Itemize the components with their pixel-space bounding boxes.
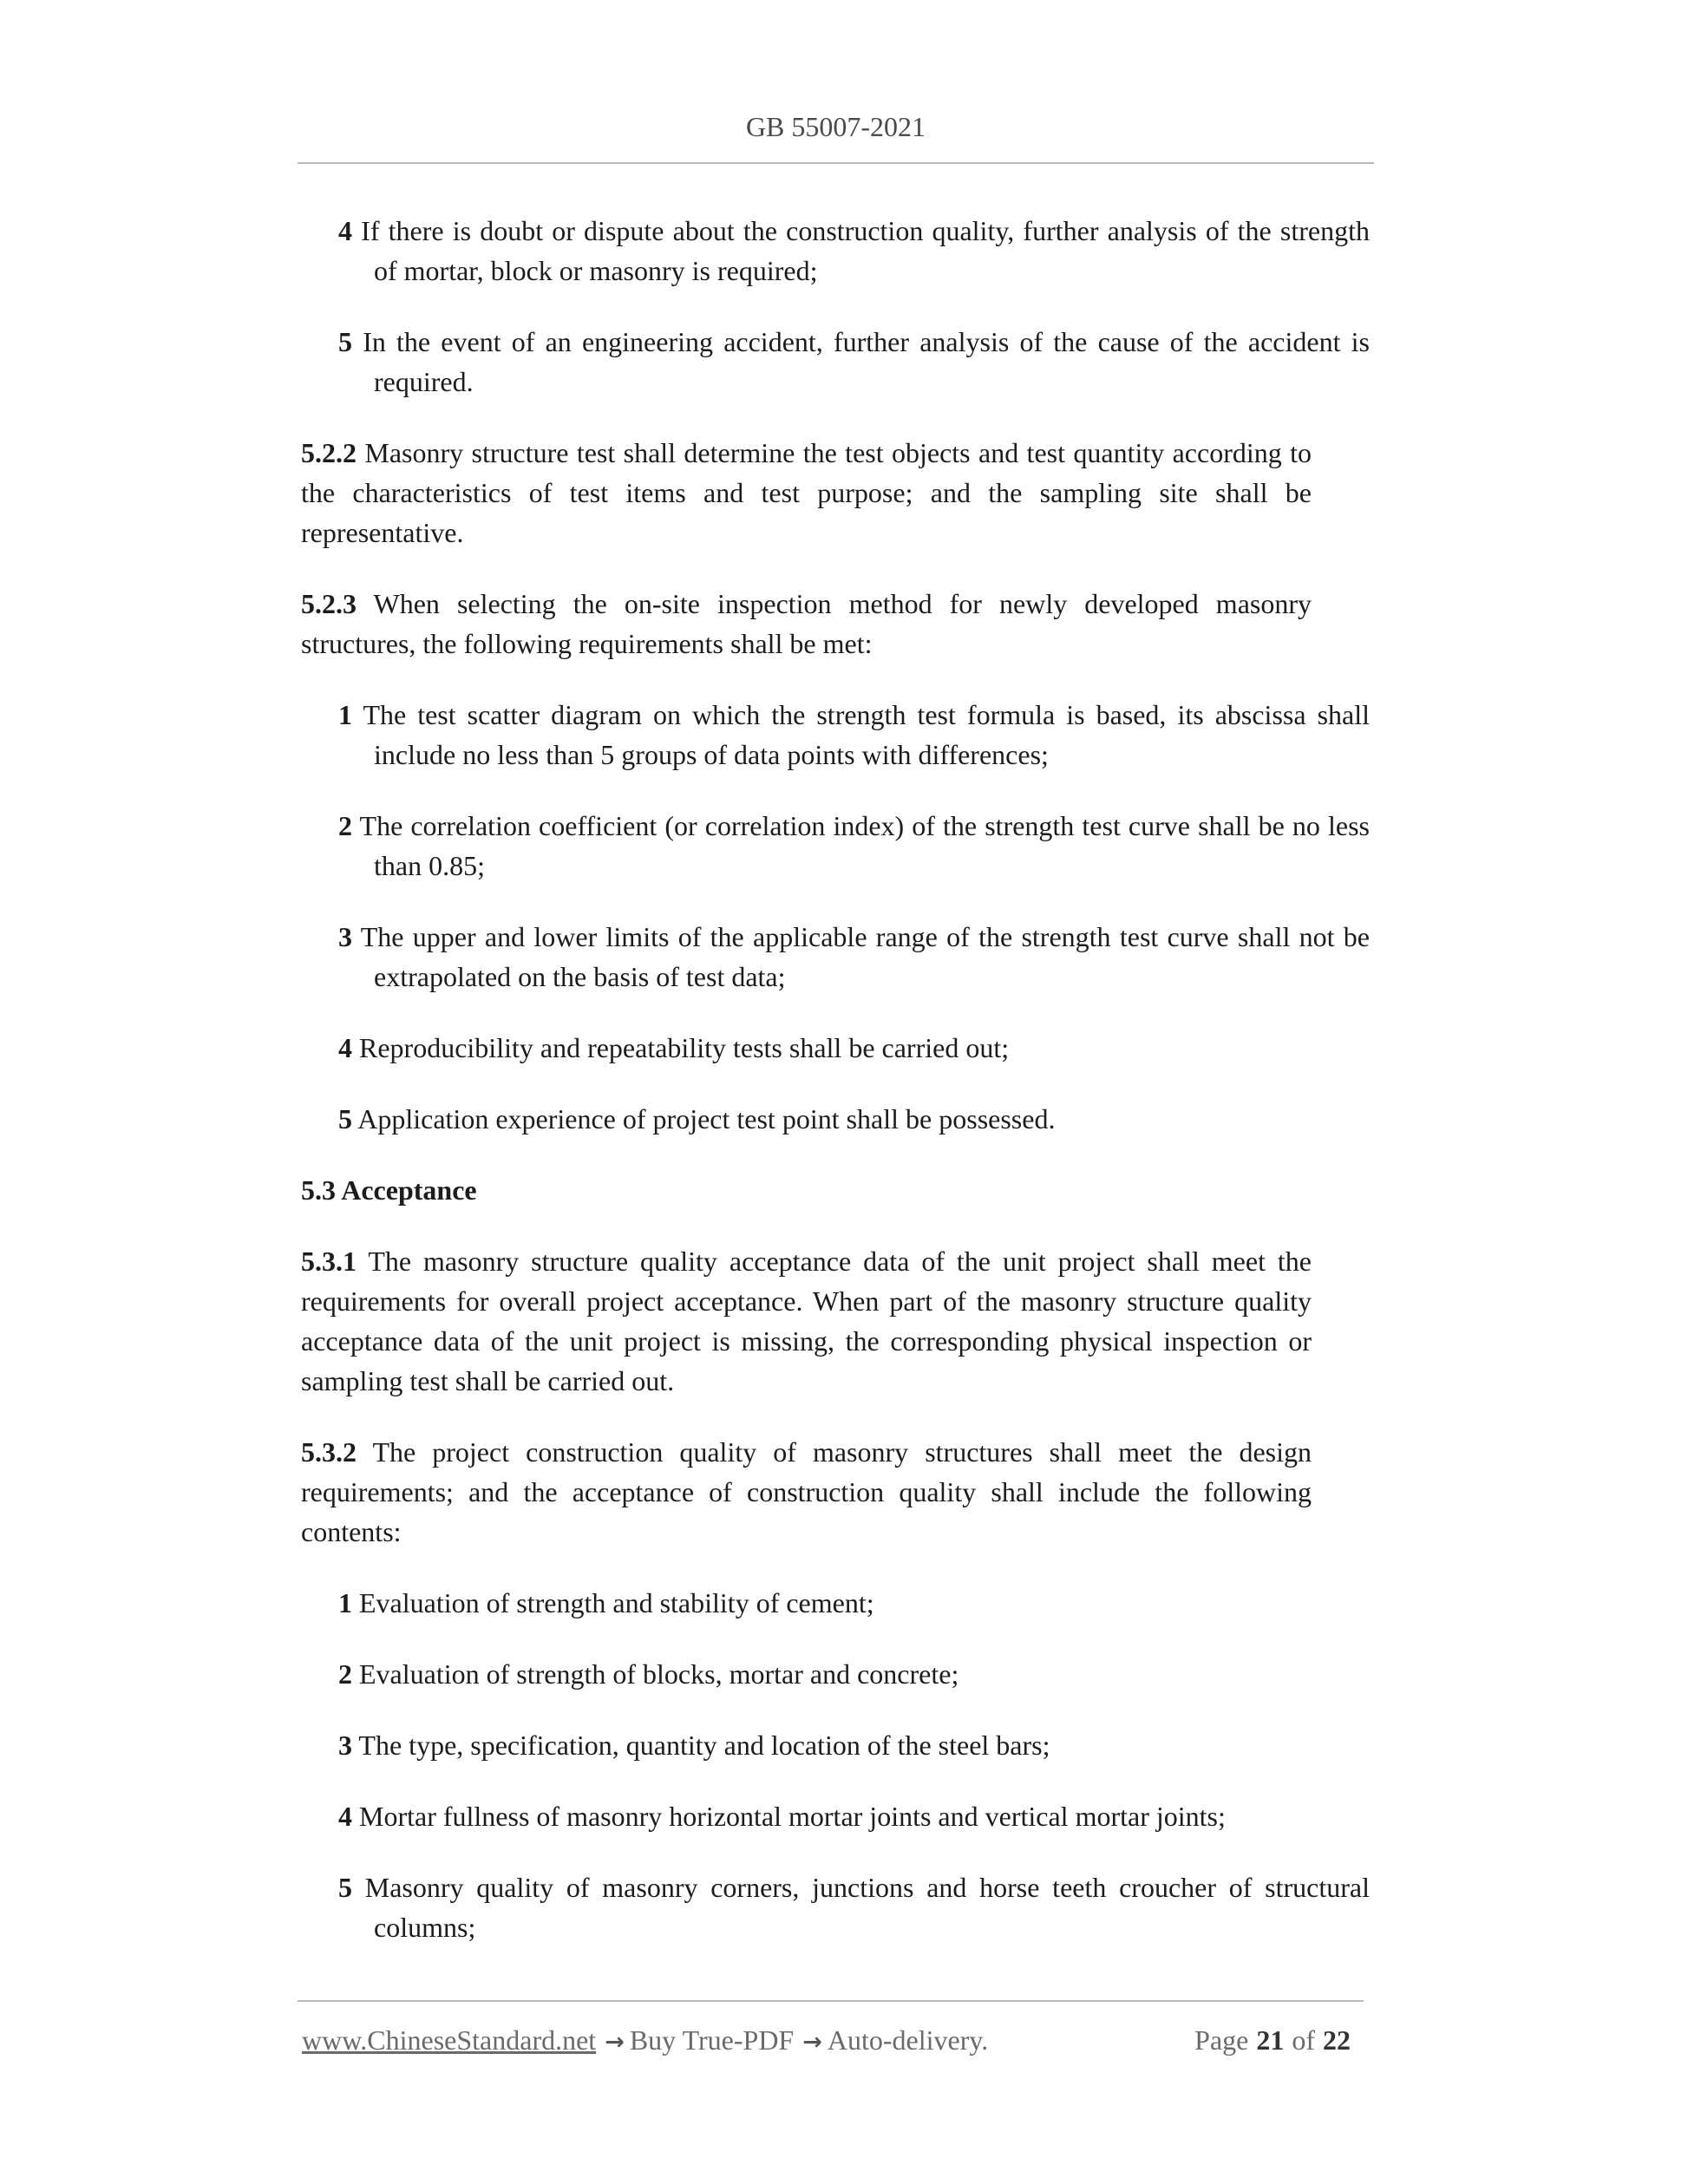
list-item-number: 4 <box>338 1801 352 1832</box>
list-item-line: than 0.85; <box>374 850 485 881</box>
list-item-text: Masonry quality of masonry corners, junctions and horse teeth croucher of structural <box>364 1872 1371 1903</box>
list-item-text: The test scatter diagram on which the strength test formula is based, its abscissa shall <box>363 699 1371 730</box>
clause-5-3-1 <box>301 1241 1312 1401</box>
clause-number: 5.2.2 <box>301 437 357 468</box>
clause-line: contents: <box>301 1516 402 1547</box>
list-item <box>338 917 1370 997</box>
list-item-line <box>338 806 1370 846</box>
list-item <box>338 1099 1370 1139</box>
list-item-number: 1 <box>338 1587 352 1618</box>
list-item <box>338 1028 1370 1068</box>
list-item-line <box>338 1583 1370 1623</box>
list-item-number: 2 <box>338 1658 352 1690</box>
clause-number: 5.3.2 <box>301 1436 357 1468</box>
website-link[interactable]: www.ChineseStandard.net <box>302 2024 597 2056</box>
list-item-line: extrapolated on the basis of test data; <box>374 961 786 992</box>
list-item-text: The type, specification, quantity and location of the steel bars; <box>358 1730 1050 1761</box>
list-item <box>338 211 1370 291</box>
clause-line: structures, the following requirements shall be met: <box>301 628 873 659</box>
list-item <box>338 1725 1370 1765</box>
clause-line <box>301 433 1312 473</box>
list-item-text: Evaluation of strength and stability of cement; <box>359 1587 874 1618</box>
list-item-number: 5 <box>338 1872 352 1903</box>
footer-promo <box>302 2020 988 2063</box>
clause-number: 5.3.1 <box>301 1246 357 1277</box>
footer-rule <box>298 2000 1364 2002</box>
clause-text: When selecting the on-site inspection method for newly developed masonry <box>373 588 1312 619</box>
list-item-line <box>338 1867 1370 1907</box>
clause-5-2-2 <box>301 433 1312 553</box>
list-item-line <box>338 322 1370 362</box>
clause-line: the characteristics of test items and test purpose; and the sampling site shall be <box>301 477 1312 508</box>
list-item-line <box>338 1796 1370 1836</box>
list-item-line <box>338 1725 1370 1765</box>
clause-5-3-2 <box>301 1432 1312 1552</box>
list-item <box>338 1654 1370 1694</box>
list-item <box>338 1796 1370 1836</box>
list-item-text: The correlation coefficient (or correlation index) of the strength test curve shall be no less <box>359 810 1371 841</box>
list-item <box>338 695 1370 775</box>
list-item-text: In the event of an engineering accident, further analysis of the cause of the accident is <box>363 326 1371 357</box>
list-item-number: 2 <box>338 810 352 841</box>
arrow-right-icon: → <box>802 2029 822 2056</box>
list-item-line <box>338 917 1370 957</box>
clause-line: requirements; and the acceptance of construction quality shall include the following <box>301 1476 1312 1507</box>
clause-number: 5.2.3 <box>301 588 357 619</box>
auto-delivery-text: Auto-delivery. <box>827 2024 989 2056</box>
list-item-line: of mortar, block or masonry is required; <box>374 255 818 286</box>
list-item-line <box>338 695 1370 735</box>
clause-line: representative. <box>301 517 464 548</box>
section-number: 5.3 <box>301 1174 336 1206</box>
clause-line: acceptance data of the unit project is missing, the corresponding physical inspection or <box>301 1325 1312 1357</box>
list-item-number: 5 <box>338 1103 352 1135</box>
clause-line <box>301 1432 1312 1472</box>
list-item-line <box>338 1028 1370 1068</box>
clause-5-2-3 <box>301 584 1312 664</box>
page-indicator <box>1194 2020 1358 2060</box>
clause-text: Masonry structure test shall determine the test objects and test quantity according to <box>364 437 1312 468</box>
list-item-line <box>338 1654 1370 1694</box>
list-item-number: 3 <box>338 1730 352 1761</box>
list-item <box>338 806 1370 886</box>
clause-line: sampling test shall be carried out. <box>301 1365 675 1396</box>
list-item <box>338 1583 1370 1623</box>
list-item-text: Reproducibility and repeatability tests shall be carried out; <box>359 1032 1010 1063</box>
total-page-number: 22 <box>1323 2024 1351 2056</box>
list-item-text: If there is doubt or dispute about the construction quality, further analysis of the strength <box>361 215 1371 246</box>
current-page-number: 21 <box>1256 2024 1285 2056</box>
page-content <box>0 211 1688 1978</box>
clause-text: The masonry structure quality acceptance data of the unit project shall meet the <box>368 1246 1312 1277</box>
header-rule <box>298 162 1374 164</box>
section-heading <box>301 1170 1312 1210</box>
list-item-line: columns; <box>374 1912 476 1943</box>
clause-line: requirements for overall project acceptance. When part of the masonry structure quality <box>301 1285 1312 1317</box>
page-label: Page <box>1194 2024 1249 2056</box>
list-item <box>338 1867 1370 1947</box>
document-code: GB 55007-2021 <box>745 111 926 142</box>
clause-text: The project construction quality of masonry structures shall meet the design <box>372 1436 1312 1468</box>
clause-line <box>301 1241 1312 1281</box>
list-item-text: Mortar fullness of masonry horizontal mortar joints and vertical mortar joints; <box>359 1801 1226 1832</box>
of-label: of <box>1292 2024 1315 2056</box>
section-heading-line <box>301 1170 1312 1210</box>
arrow-right-icon: → <box>605 2029 625 2056</box>
list-item-line <box>338 211 1370 251</box>
clause-line <box>301 584 1312 624</box>
list-item-number: 3 <box>338 921 352 952</box>
list-item-text: The upper and lower limits of the applicable range of the strength test curve shall not be <box>360 921 1371 952</box>
list-item-number: 5 <box>338 326 352 357</box>
list-item <box>338 322 1370 402</box>
list-item-number: 1 <box>338 699 352 730</box>
list-item-text: Application experience of project test point shall be possessed. <box>357 1103 1056 1135</box>
section-title: Acceptance <box>341 1174 477 1206</box>
list-item-line: required. <box>374 366 474 397</box>
list-item-line: include no less than 5 groups of data points with differences; <box>374 739 1049 770</box>
list-item-number: 4 <box>338 215 352 246</box>
list-item-number: 4 <box>338 1032 352 1063</box>
buy-pdf-text: Buy True-PDF <box>629 2024 795 2056</box>
list-item-text: Evaluation of strength of blocks, mortar and concrete; <box>359 1658 959 1690</box>
list-item-line <box>338 1099 1370 1139</box>
